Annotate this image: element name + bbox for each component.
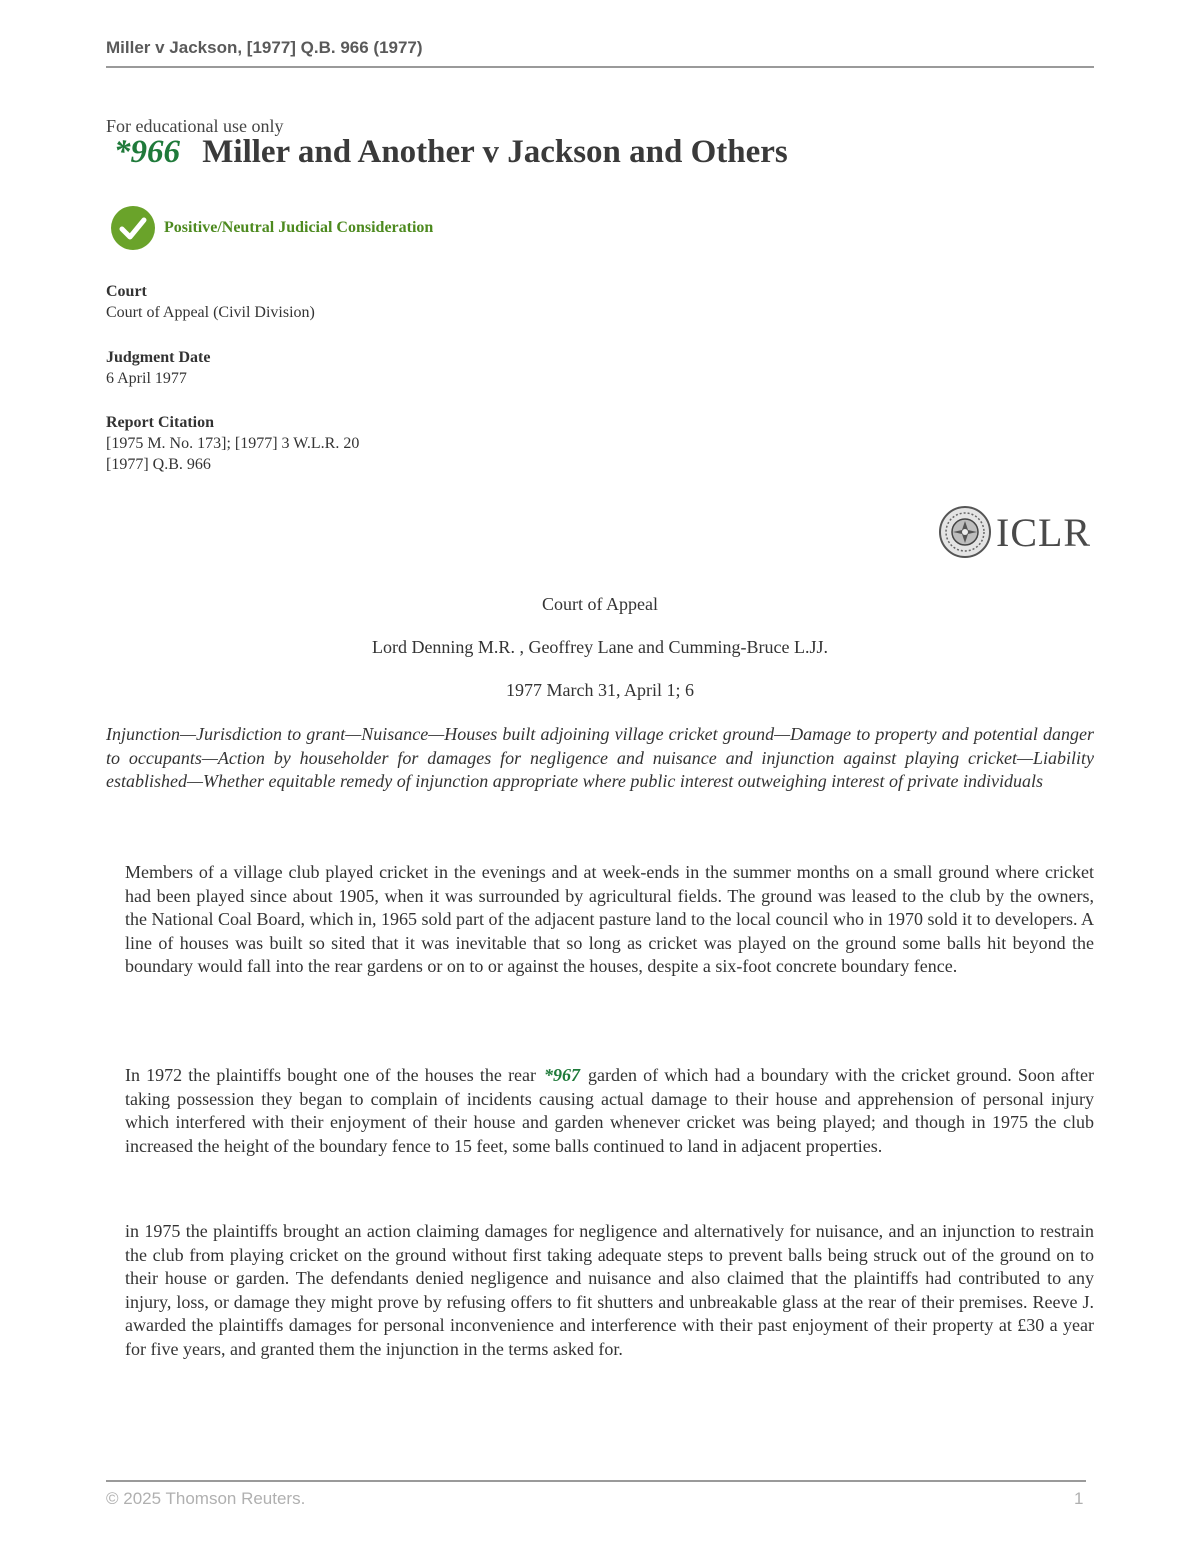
paragraph-text: garden of which had a boundary with the cricket ground. Soon after taking possession they began to complain of incidents causing actual damage to their house and apprehension of personal injury which interfered with their enjoyment of their house and garden whenever cricket was being played; and though in 1975 the club increased the height of the boundary fence to 15 feet, some balls continued to land in adjacent properties. xyxy=(125,1065,1094,1156)
educational-use-note: For educational use only xyxy=(106,116,284,136)
court-name: Court of Appeal xyxy=(542,594,658,614)
report-citation-section xyxy=(106,412,606,475)
judgment-date-label: Judgment Date xyxy=(106,349,211,366)
court-section xyxy=(106,281,606,323)
hearing-dates: 1977 March 31, April 1; 6 xyxy=(506,680,694,700)
report-citation-line: [1977] Q.B. 966 xyxy=(106,456,211,473)
document-title xyxy=(114,134,788,171)
footer-copyright: © 2025 Thomson Reuters. xyxy=(106,1489,306,1508)
page-marker: *967 xyxy=(544,1065,581,1085)
judgment-date-value: 6 April 1977 xyxy=(106,370,187,387)
running-header-title: Miller v Jackson, [1977] Q.B. 966 (1977) xyxy=(106,38,423,57)
report-citation-line: [1975 M. No. 173]; [1977] 3 W.L.R. 20 xyxy=(106,435,360,452)
judicial-consideration-label: Positive/Neutral Judicial Consideration xyxy=(164,219,434,236)
title-page-marker: *966 xyxy=(114,134,180,170)
catchwords: Injunction—Jurisdiction to grant—Nuisance—Houses built adjoining village cricket ground—Damage to property and potential danger to occupants—Action by householder for damages for negligence and nuisance and injunction against playing cricket—Liability established—Whether equitable remedy of injunction appropriate where public interest outweighing interest of private individuals xyxy=(106,724,1094,791)
court-label: Court xyxy=(106,283,147,300)
headnote-paragraph: Members of a village club played cricket in the evenings and at week-ends in the summer months on a small ground where cricket had been played since about 1905, when it was surrounded by agricultural fields. The ground was leased to the club by the owners, the National Coal Board, which in, 1965 sold part of the adjacent pasture land to the local council who in 1970 sold it to developers. A line of houses was built so sited that it was inevitable that so long as cricket was played on the ground some balls hit beyond the boundary would fall into the rear gardens or on to or against the houses, despite a six-foot concrete boundary fence. xyxy=(125,862,1094,976)
iclr-seal-icon xyxy=(938,504,992,560)
check-circle-icon xyxy=(110,205,156,251)
iclr-logo-text: ICLR xyxy=(996,509,1092,555)
judicial-consideration-flag[interactable] xyxy=(110,205,433,251)
report-citation-label: Report Citation xyxy=(106,414,214,431)
header-divider xyxy=(106,66,1094,68)
iclr-logo xyxy=(938,504,1091,560)
footer-divider xyxy=(106,1480,1086,1482)
headnote-paragraph: in 1975 the plaintiffs brought an action claiming damages for negligence and alternatively for nuisance, and an injunction to restrain the club from playing cricket on the ground without first taking adequate steps to prevent balls being struck out of the ground on to their house or garden. The defendants denied negligence and nuisance and also claimed that the plaintiffs had contributed to any injury, loss, or damage they might prove by refusing offers to fit shutters and unbreakable glass at the rear of their premises. Reeve J. awarded the plaintiffs damages for personal inconvenience and interference with their past enjoyment of their property at £30 a year for five years, and granted them the injunction in the terms asked for. xyxy=(125,1221,1094,1359)
court-value: Court of Appeal (Civil Division) xyxy=(106,304,315,321)
case-name: Miller and Another v Jackson and Others xyxy=(202,134,788,170)
headnote-paragraph xyxy=(125,1064,1094,1158)
judgment-date-section xyxy=(106,347,606,389)
judges-line: Lord Denning M.R. , Geoffrey Lane and Cumming-Bruce L.JJ. xyxy=(371,637,829,657)
footer-page-number: 1 xyxy=(1074,1489,1084,1508)
paragraph-text: In 1972 the plaintiffs bought one of the houses the rear xyxy=(125,1065,537,1085)
